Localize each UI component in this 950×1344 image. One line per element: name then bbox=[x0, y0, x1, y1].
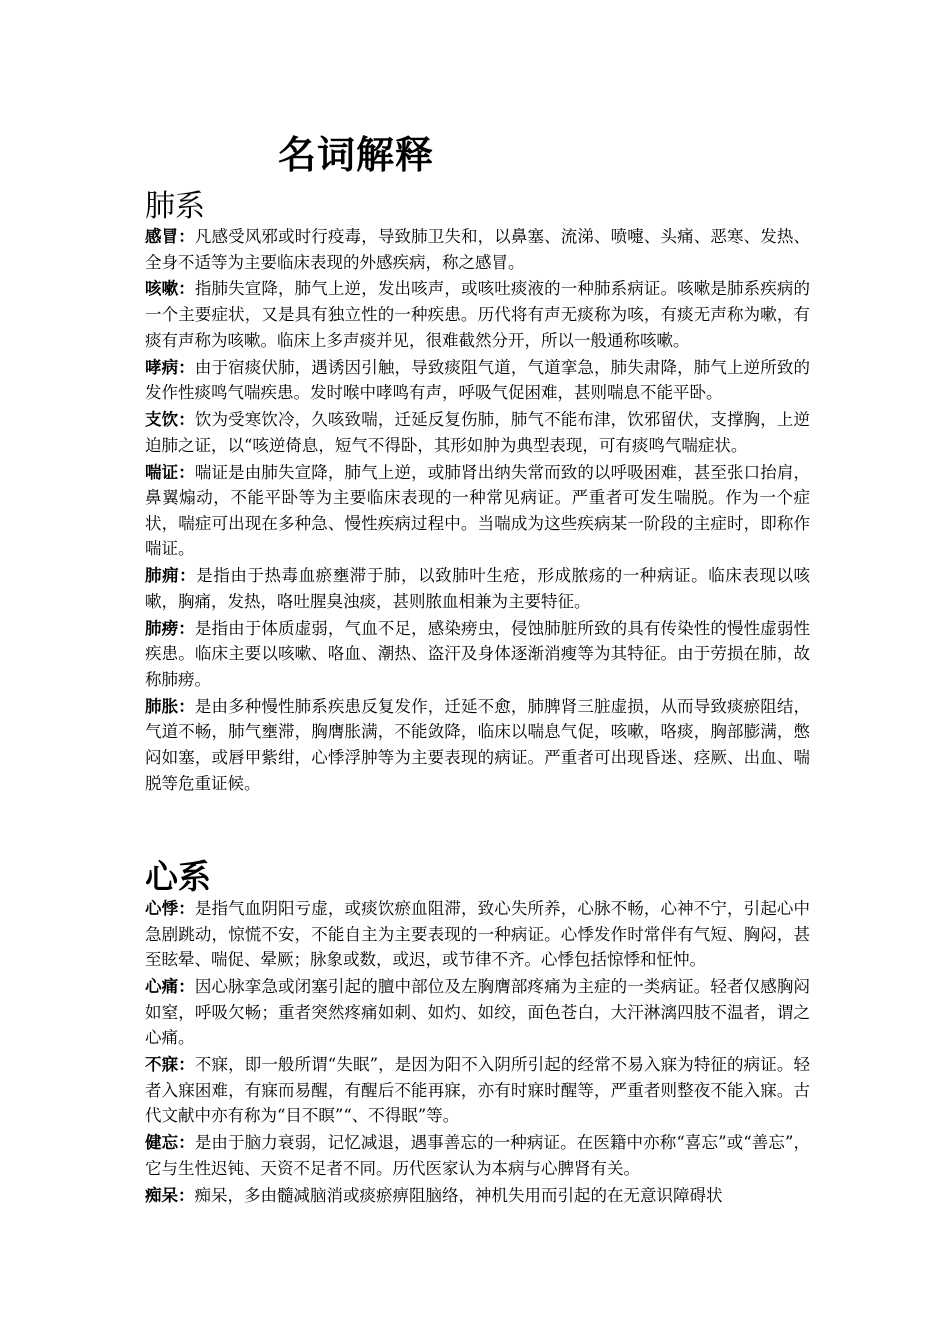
entry-term: 心悸 bbox=[145, 899, 179, 918]
definition-entry bbox=[145, 694, 810, 796]
entry-term: 哮病 bbox=[145, 357, 179, 377]
definition-entry bbox=[145, 974, 810, 1051]
section-heart-entries bbox=[145, 896, 810, 1210]
entry-separator: ： bbox=[178, 279, 195, 299]
definition-entry bbox=[145, 1052, 810, 1129]
entry-separator: ： bbox=[178, 1133, 195, 1153]
definition-entry bbox=[145, 355, 810, 406]
entry-text: 是由多种慢性肺系疾患反复发作，迁延不愈，肺脾肾三脏虚损，从而导致痰瘀阻结，气道不畅，肺气壅滞，胸膺胀满，不能敛降，临床以喘息气促，咳嗽，咯痰，胸部膨满，憋闷如塞，或唇甲紫绀，心悸浮肿等为主要表现的病证。严重者可出现昏迷、痉厥、出血、喘脱等危重证候。 bbox=[145, 696, 811, 793]
entry-text: 不寐，即一般所谓“失眠”，是因为阳不入阴所引起的经常不易入寐为特征的病证。轻者入寐困难，有寐而易醒，有醒后不能再寐，亦有时寐时醒等，严重者则整夜不能入寐。古代文献中亦有称为“目不瞑”“、不得眠”等。 bbox=[145, 1055, 811, 1126]
document-title: 名词解释 bbox=[278, 132, 435, 177]
entry-term: 肺痈 bbox=[145, 566, 180, 586]
entry-term: 喘证 bbox=[145, 462, 179, 482]
section-title-heart: 心系 bbox=[145, 857, 211, 896]
definition-entry bbox=[145, 276, 810, 353]
entry-term: 感冒 bbox=[145, 227, 179, 246]
entry-text: 喘证是由肺失宣降，肺气上逆，或肺肾出纳失常而致的以呼吸困难，甚至张口抬肩，鼻翼煽动，不能平卧等为主要临床表现的一种常见病证。严重者可发生喘脱。作为一个症状，喘症可出现在多种急、慢性疾病过程中。当喘成为这些疾病某一阶段的主症时，即称作喘证。 bbox=[145, 462, 811, 559]
definition-entry bbox=[145, 224, 810, 275]
entry-text: 由于宿痰伏肺，遇诱因引触，导致痰阻气道，气道挛急，肺失肃降，肺气上逆所致的发作性痰鸣气喘疾患。发时喉中哮鸣有声，呼吸气促困难，甚则喘息不能平卧。 bbox=[145, 357, 811, 403]
entry-separator: ： bbox=[178, 899, 195, 918]
entry-text: 是由于脑力衰弱，记忆减退，遇事善忘的一种病证。在医籍中亦称“喜忘”或“善忘”，它与生性迟钝、天资不足者不同。历代医家认为本病与心脾肾有关。 bbox=[145, 1133, 811, 1178]
entry-term: 不寐 bbox=[145, 1055, 179, 1075]
entry-text: 是指气血阴阳亏虚，或痰饮瘀血阻滞，致心失所养，心脉不畅，心神不宁，引起心中急剧跳动，惊慌不安，不能自主为主要表现的一种病证。心悸发作时常伴有气短、胸闷，甚至眩晕、喘促、晕厥；脉象或数，或迟，或节律不齐。心悸包括惊悸和怔忡。 bbox=[145, 899, 811, 970]
entry-separator: ： bbox=[178, 410, 195, 430]
entry-separator: ： bbox=[178, 977, 195, 997]
entry-term: 心痛 bbox=[145, 977, 179, 997]
definition-entry bbox=[145, 616, 810, 693]
entry-separator: ： bbox=[178, 357, 195, 377]
entry-separator: ： bbox=[178, 1185, 195, 1205]
entry-text: 饮为受寒饮冷，久咳致喘，迁延反复伤肺，肺气不能布津，饮邪留伏，支撑胸，上逆迫肺之证，以“咳逆倚息，短气不得卧，其形如肿为典型表现，可有痰鸣气喘症状。 bbox=[145, 410, 811, 455]
entry-text: 是指由于体质虚弱，气血不足，感染痨虫，侵蚀肺脏所致的具有传染性的慢性虚弱性疾患。临床主要以咳嗽、咯血、潮热、盗汗及身体逐渐消瘦等为其特征。由于劳损在肺，故称肺痨。 bbox=[145, 618, 811, 689]
section-title-lung: 肺系 bbox=[145, 189, 205, 224]
entry-term: 痴呆 bbox=[145, 1185, 178, 1205]
entry-text: 因心脉挛急或闭塞引起的膻中部位及左胸膺部疼痛为主症的一类病证。轻者仅感胸闷如窒，呼吸欠畅；重者突然疼痛如刺、如灼、如绞，面色苍白，大汗淋漓四肢不温者，谓之心痛。 bbox=[145, 977, 811, 1048]
definition-entry bbox=[145, 896, 810, 973]
entry-separator: ： bbox=[178, 1055, 195, 1075]
entry-text: 痴呆，多由髓减脑消或痰瘀痹阻脑络，神机失用而引起的在无意识障碍状 bbox=[194, 1185, 723, 1205]
definition-entry bbox=[145, 407, 810, 458]
definition-entry bbox=[145, 460, 810, 562]
entry-text: 是指由于热毒血瘀壅滞于肺，以致肺叶生疮，形成脓疡的一种病证。临床表现以咳嗽，胸痛，发热，咯吐腥臭浊痰，甚则脓血相兼为主要特征。 bbox=[145, 566, 811, 611]
entry-term: 肺胀 bbox=[145, 696, 179, 716]
entry-term: 肺痨 bbox=[145, 618, 179, 638]
section-lung-entries bbox=[145, 224, 810, 797]
definition-entry bbox=[145, 1130, 810, 1181]
entry-separator: ： bbox=[179, 566, 197, 586]
entry-separator: ： bbox=[178, 227, 195, 246]
definition-entry bbox=[145, 563, 810, 614]
entry-separator: ： bbox=[178, 696, 195, 716]
entry-term: 健忘 bbox=[145, 1133, 179, 1153]
entry-term: 支饮 bbox=[145, 410, 179, 430]
entry-separator: ： bbox=[178, 618, 195, 638]
entry-term: 咳嗽 bbox=[145, 279, 179, 299]
definition-entry bbox=[145, 1183, 810, 1209]
entry-text: 凡感受风邪或时行疫毒，导致肺卫失和，以鼻塞、流涕、喷嚏、头痛、恶寒、发热、全身不适等为主要临床表现的外感疾病，称之感冒。 bbox=[145, 227, 811, 272]
entry-separator: ： bbox=[178, 462, 195, 482]
entry-text: 指肺失宣降，肺气上逆，发出咳声，或咳吐痰液的一种肺系病证。咳嗽是肺系疾病的一个主要症状，又是具有独立性的一种疾患。历代将有声无痰称为咳，有痰无声称为嗽，有痰有声称为咳嗽。临床上多声痰并见，很难截然分开，所以一般通称咳嗽。 bbox=[145, 279, 811, 350]
